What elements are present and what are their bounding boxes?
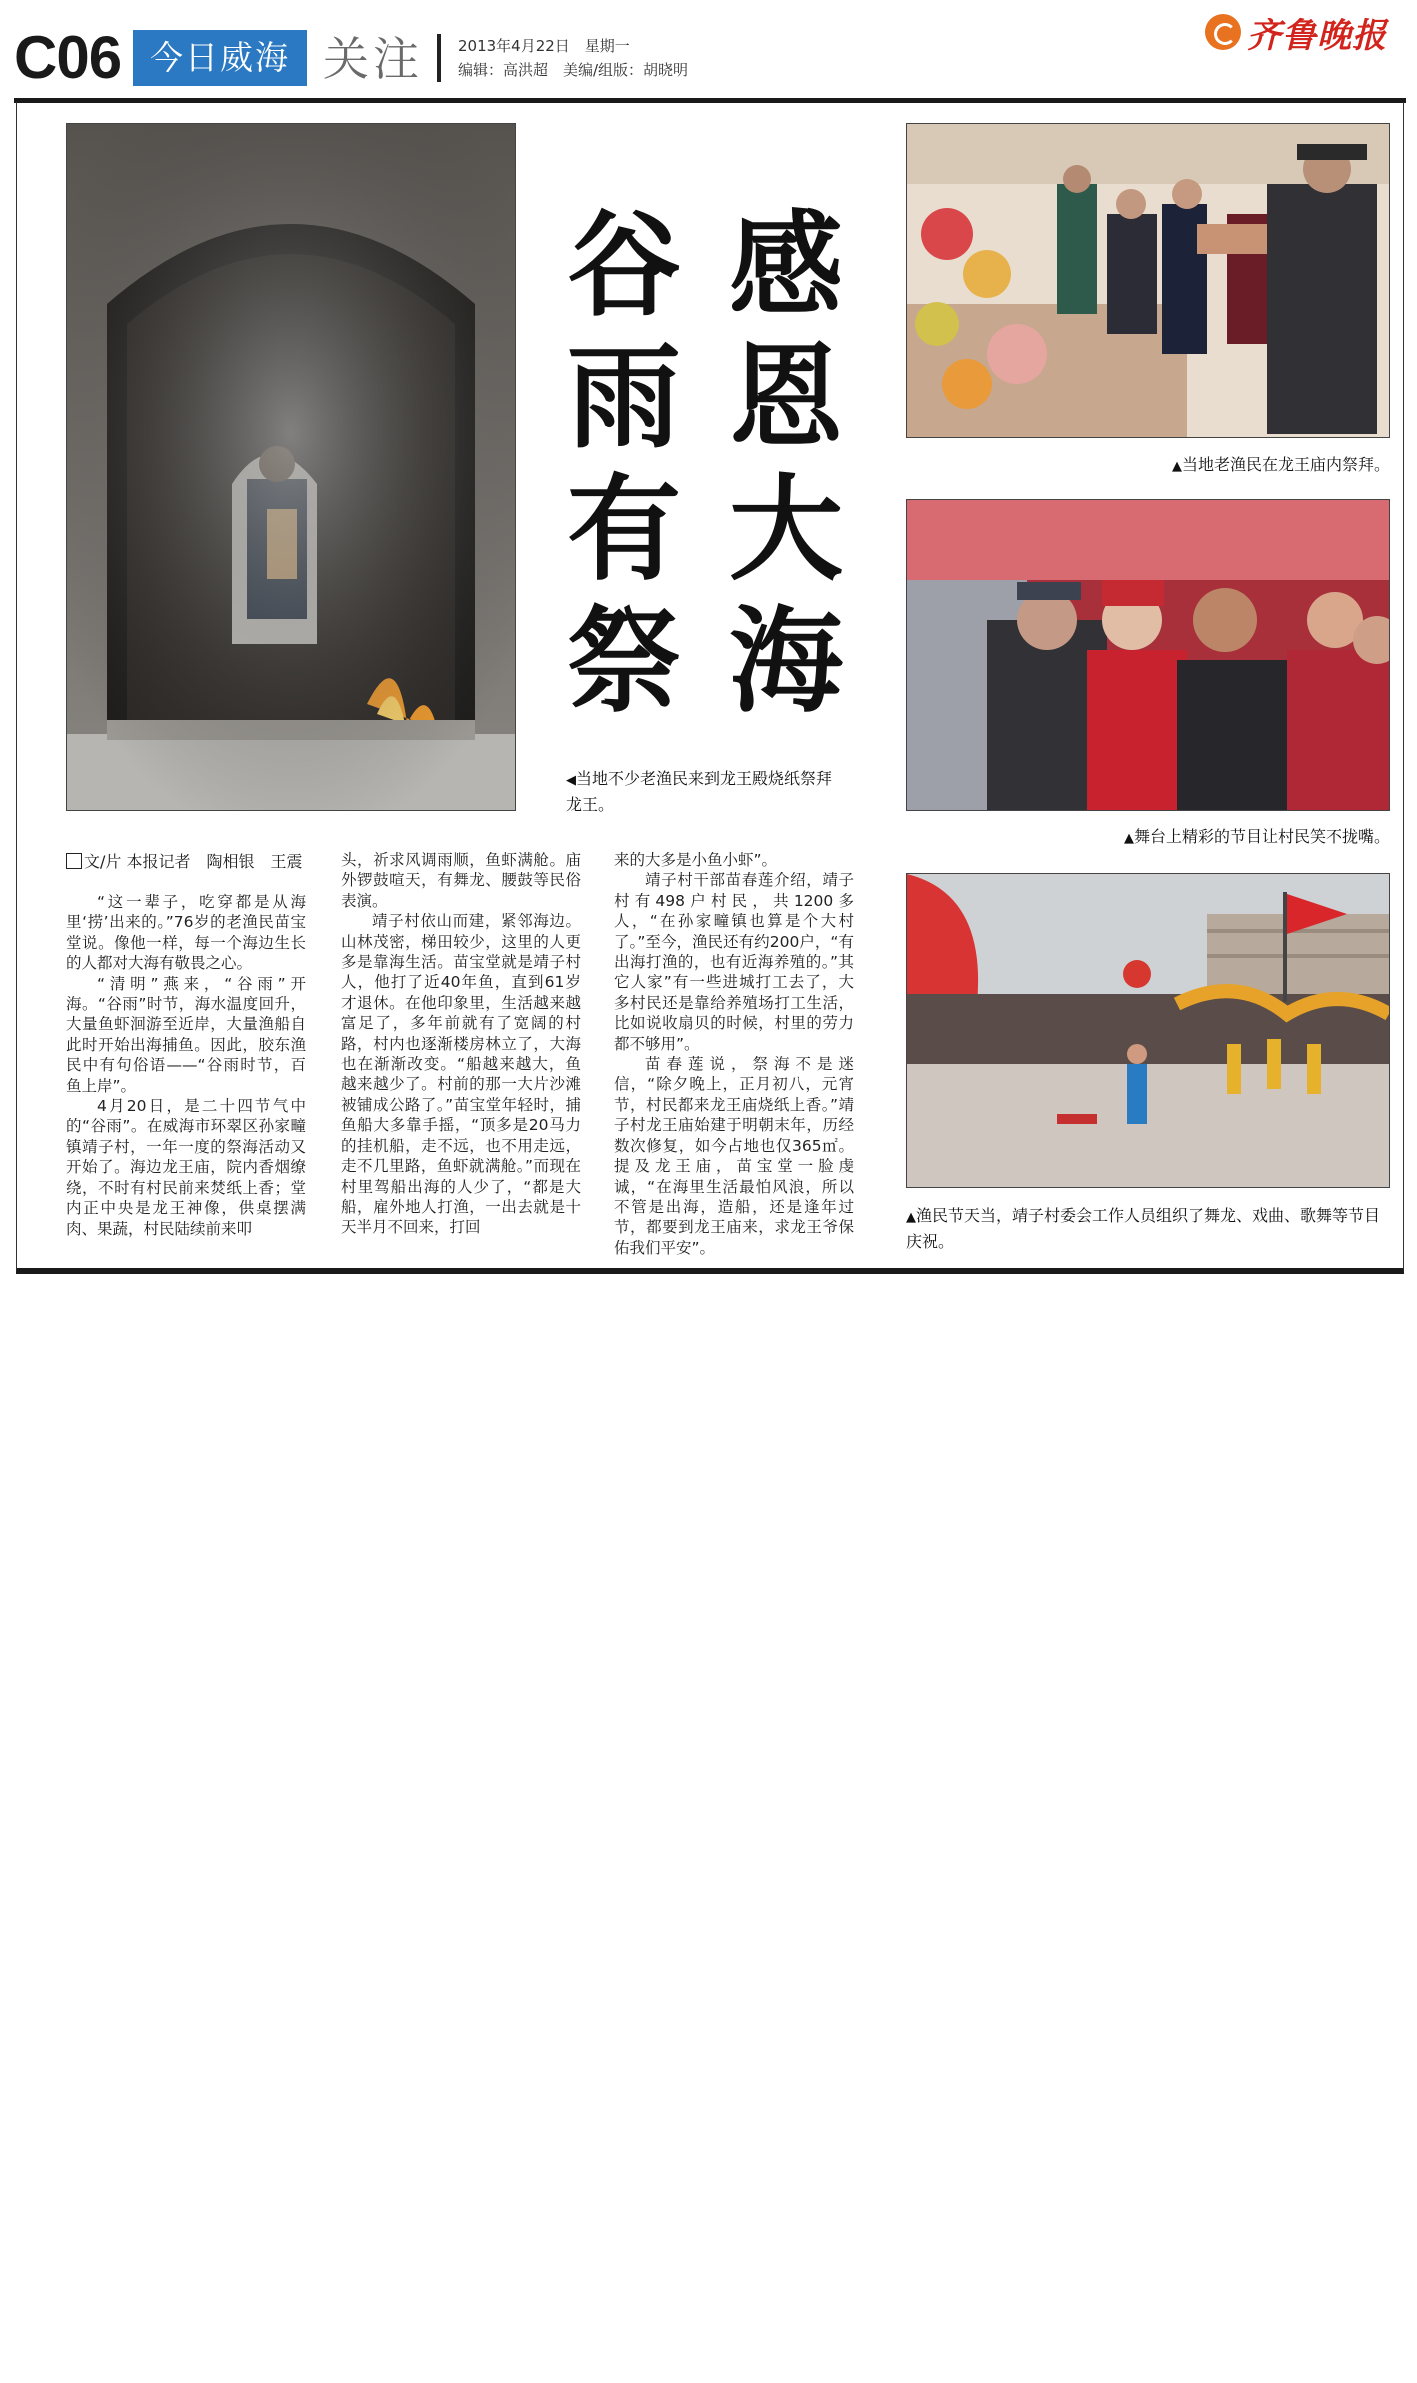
article-paragraph: 靖子村依山而建，紧邻海边。山林茂密，梯田较少，这里的人更多是靠海生活。苗宝堂就是靖子村人，他打了近40年鱼，直到61岁才退休。在他印象里，生活越来越富足了，多年前就有了宽阔的村路，村内也逐渐楼房林立了，大海也在渐渐改变。“船越来越大，鱼越来越少了。村前的那一大片沙滩被铺成公路了。”苗宝堂年轻时，捕鱼船大多靠手摇，“顶多是20马力的挂机船，走不远，也不用走远，走不几里路，鱼虾就满舱。”而现在村里驾船出海的人少了，“都是大船，雇外地人打渔，一出去就是十天半月不回来，打回 [341, 912, 581, 1237]
caption-text: 渔民节天当，靖子村委会工作人员组织了舞龙、戏曲、歌舞等节目庆祝。 [906, 1206, 1381, 1251]
issue-date: 2013年4月22日 星期一 [458, 37, 630, 55]
photo-villagers-laughing [906, 499, 1390, 811]
headline-left-column [565, 200, 683, 728]
photo1-caption [566, 767, 842, 817]
caption-pointer-left-icon: ◀ [566, 773, 576, 788]
article-byline [66, 850, 302, 874]
logo-emblem-icon [1205, 14, 1241, 50]
headline-right-column [727, 200, 845, 728]
caption-pointer-up-icon: ▲ [1171, 459, 1182, 474]
editor-credits: 编辑：高洪超 美编/组版：胡晓明 [458, 61, 689, 79]
article-paragraph: “这一辈子，吃穿都是从海里‘捞’出来的。”76岁的老渔民苗宝堂说。像他一样，每一个海边生长的人都对大海有敬畏之心。 [66, 893, 306, 973]
photo3-caption [1100, 825, 1390, 851]
caption-text: 当地不少老渔民来到龙王殿烧纸祭拜龙王。 [566, 769, 833, 814]
headline-char: 海 [728, 595, 843, 728]
newspaper-logo [1205, 10, 1387, 54]
byline-text: 文/片 本报记者 陶相银 王震 [84, 852, 303, 871]
article-paragraph: 4月20日，是二十四节气中的“谷雨”。在威海市环翠区孙家疃镇靖子村，一年一度的祭海活动又开始了。海边龙王庙，院内香烟缭绕，不时有村民前来焚纸上香；堂内正中央是龙王神像，供桌摆满肉、果蔬，村民陆续前来叩 [66, 1097, 306, 1238]
photo4-caption [906, 1204, 1388, 1254]
caption-text: 舞台上精彩的节目让村民笑不拢嘴。 [1133, 827, 1390, 846]
article-paragraph: 头，祈求风调雨顺，鱼虾满舱。庙外锣鼓喧天，有舞龙、腰鼓等民俗表演。 [341, 851, 581, 910]
photo-temple-worship [906, 123, 1390, 438]
masthead-divider [437, 34, 441, 82]
article-column-1 [66, 892, 306, 1239]
temple-photo-illustration [907, 124, 1389, 437]
headline-char: 感 [728, 199, 843, 332]
photo-dragon-dance [906, 873, 1390, 1188]
article-paragraph: 苗春莲说，祭海不是迷信，“除夕晚上，正月初八，元宵节，村民都来龙王庙烧纸上香。”靖子村龙王庙始建于明朝末年，历经数次修复，如今占地也仅365㎡。提及龙王庙，苗宝堂一脸虔诚，“在海里生活最怕风浪，所以不管是出海，造船，还是逢年过节，都要到龙王庙来，求龙王爷保佑我们平安”。 [614, 1055, 854, 1257]
headline-char: 谷 [566, 199, 681, 332]
article-paragraph: “清明”燕来，“谷雨”开海。“谷雨”时节，海水温度回升，大量鱼虾洄游至近岸，大量渔船自此时开始出海捕鱼。因此，胶东渔民中有句俗语——“谷雨时节，百鱼上岸”。 [66, 974, 306, 1095]
headline-char: 有 [566, 463, 681, 596]
headline-char: 祭 [566, 595, 681, 728]
headline-char: 大 [728, 463, 843, 596]
byline-box-icon [66, 853, 82, 869]
article-paragraph: 来的大多是小鱼小虾”。 [614, 851, 778, 869]
dragon-dance-photo-illustration [907, 874, 1389, 1187]
caption-text: 当地老渔民在龙王庙内祭拜。 [1181, 455, 1390, 474]
photo-kiln-burning [66, 123, 516, 811]
caption-pointer-up-icon: ▲ [906, 1210, 916, 1225]
headline-char: 雨 [566, 331, 681, 464]
photo2-caption [1150, 453, 1390, 479]
caption-pointer-up-icon: ▲ [1123, 831, 1134, 846]
headline-char: 恩 [728, 331, 843, 464]
kiln-photo-illustration [67, 124, 515, 810]
article-column-3 [614, 850, 854, 1258]
topic-label: 关注 [323, 32, 423, 86]
article-column-2 [341, 850, 581, 1238]
newspaper-name: 齐鲁晚报 [1247, 15, 1387, 56]
section-label: 今日威海 [133, 30, 307, 86]
page-number: C06 [14, 24, 122, 91]
article-paragraph: 靖子村干部苗春莲介绍，靖子村有498户村民，共1200多人，“在孙家疃镇也算是个大村了。”至今，渔民还有约200户，“有出海打渔的，也有近海养殖的。”其它人家”有一些进城打工去了，大多村民还是靠给养殖场打工生活，比如说收扇贝的时候，村里的劳力都不够用”。 [614, 871, 854, 1053]
villagers-photo-illustration [907, 500, 1389, 810]
